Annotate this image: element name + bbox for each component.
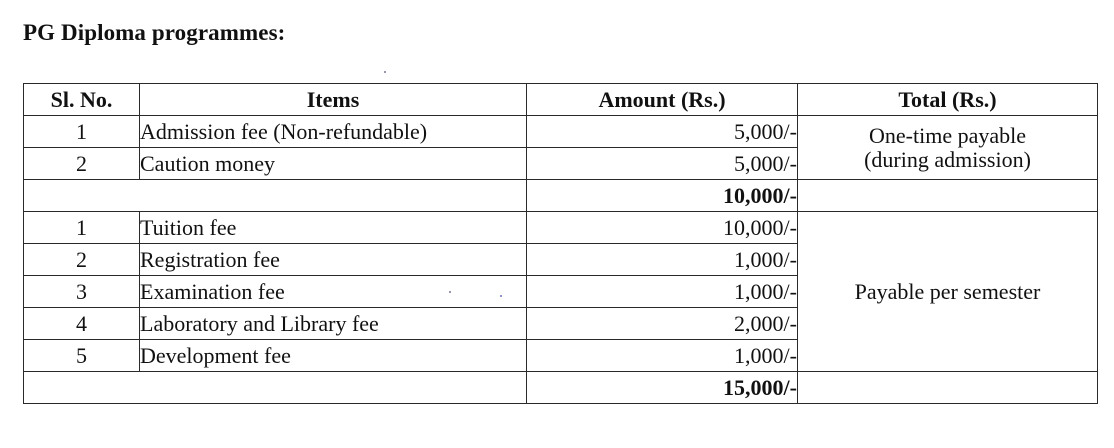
- header-total: Total (Rs.): [798, 84, 1098, 116]
- amount-cell: 2,000/-: [527, 308, 798, 340]
- sl-no-cell: 3: [24, 276, 140, 308]
- amount-cell: 1,000/-: [527, 340, 798, 372]
- sl-no-cell: 2: [24, 244, 140, 276]
- sl-no-cell: 1: [24, 212, 140, 244]
- sl-no-cell: 1: [24, 116, 140, 148]
- item-cell: Examination fee: [140, 276, 527, 308]
- amount-cell: 10,000/-: [527, 212, 798, 244]
- header-amount: Amount (Rs.): [527, 84, 798, 116]
- sl-no-cell: 4: [24, 308, 140, 340]
- table-header-row: [24, 84, 1098, 116]
- empty-total-cell: [798, 372, 1098, 404]
- table-row: [24, 212, 1098, 244]
- header-items: Items: [140, 84, 527, 116]
- header-sl-no: Sl. No.: [24, 84, 140, 116]
- item-cell: Tuition fee: [140, 212, 527, 244]
- amount-cell: 5,000/-: [527, 148, 798, 180]
- scan-speck: [384, 71, 386, 73]
- one-time-note-line1: One-time payable: [869, 122, 1026, 148]
- sl-no-cell: 2: [24, 148, 140, 180]
- empty-total-cell: [798, 180, 1098, 212]
- item-cell: Caution money: [140, 148, 527, 180]
- one-time-subtotal: 10,000/-: [527, 180, 798, 212]
- one-time-note-line2: (during admission): [864, 146, 1031, 172]
- subtotal-label-cell: [24, 180, 527, 212]
- item-cell: Laboratory and Library fee: [140, 308, 527, 340]
- per-semester-note-cell: Payable per semester: [798, 212, 1098, 372]
- item-cell: Admission fee (Non-refundable): [140, 116, 527, 148]
- subtotal-row: [24, 180, 1098, 212]
- amount-cell: 1,000/-: [527, 276, 798, 308]
- per-semester-subtotal: 15,000/-: [527, 372, 798, 404]
- amount-cell: 5,000/-: [527, 116, 798, 148]
- one-time-note-cell: [798, 116, 1098, 180]
- page-heading: PG Diploma programmes:: [23, 20, 286, 45]
- item-cell: Development fee: [140, 340, 527, 372]
- table-row: [24, 116, 1098, 148]
- fee-table: [23, 83, 1098, 404]
- item-cell: Registration fee: [140, 244, 527, 276]
- subtotal-label-cell: [24, 372, 527, 404]
- sl-no-cell: 5: [24, 340, 140, 372]
- amount-cell: 1,000/-: [527, 244, 798, 276]
- subtotal-row: [24, 372, 1098, 404]
